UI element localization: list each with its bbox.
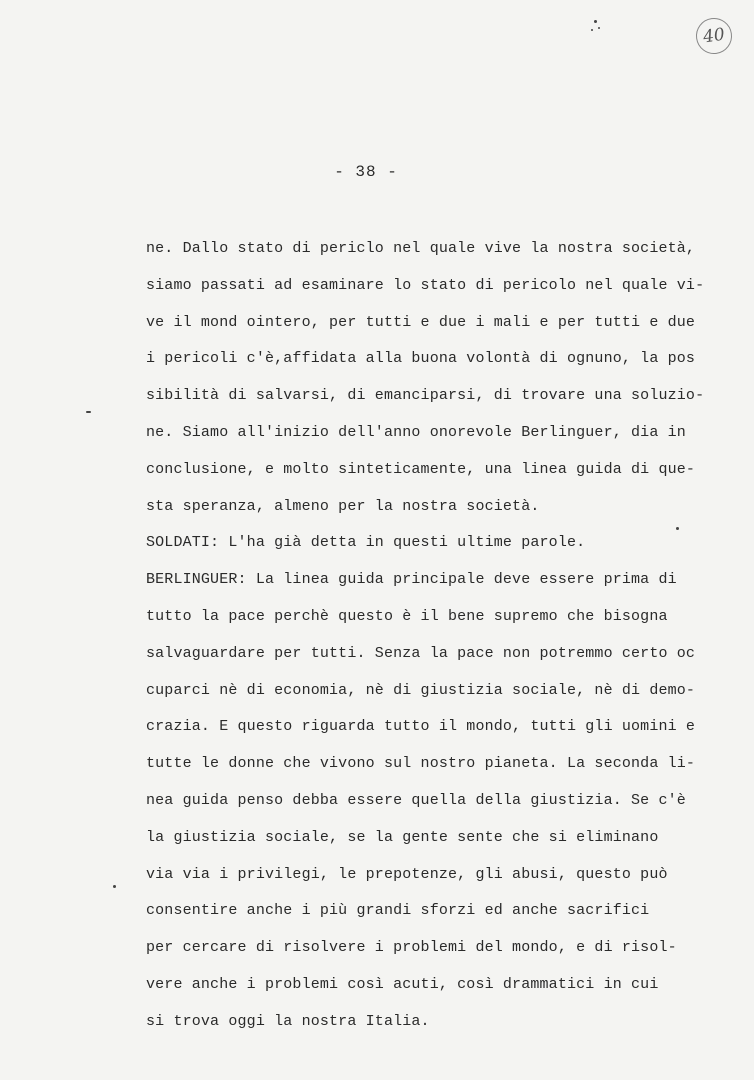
ink-speck	[113, 885, 116, 888]
text-line: ne. Dallo stato di periclo nel quale vive la nostra società,	[146, 240, 696, 257]
text-line: la giustizia sociale, se la gente sente che si eliminano	[146, 828, 659, 846]
text-line: sibilità di salvarsi, di emanciparsi, di trovare una soluzio-	[146, 387, 705, 405]
text-line: via via i privilegi, le prepotenze, gli abusi, questo può	[146, 865, 668, 883]
text-line: siamo passati ad esaminare lo stato di pericolo nel quale vi-	[146, 276, 705, 294]
archive-number-stamp: 40	[694, 16, 735, 57]
ink-speck	[598, 27, 600, 29]
text-line: i pericoli c'è,affidata alla buona volontà di ognuno, la pos	[146, 350, 696, 368]
text-line: SOLDATI: L'ha già detta in questi ultime parole.	[146, 534, 586, 552]
text-line: ve il mond ointero, per tutti e due i mali e per tutti e due	[146, 313, 696, 331]
text-line: crazia. E questo riguarda tutto il mondo, tutti gli uomini e	[146, 718, 696, 736]
ink-speck	[594, 20, 597, 23]
text-line: conclusione, e molto sinteticamente, una linea guida di que-	[146, 460, 696, 478]
ink-speck	[591, 29, 593, 31]
text-line: consentire anche i più grandi sforzi ed anche sacrifici	[146, 902, 650, 920]
text-line: cuparci nè di economia, nè di giustizia sociale, nè di demo-	[146, 681, 696, 699]
text-line: sta speranza, almeno per la nostra società.	[146, 497, 540, 515]
page-number: - 38 -	[334, 163, 398, 181]
text-line: tutte le donne che vivono sul nostro pianeta. La seconda li-	[146, 755, 696, 773]
typed-text-body	[146, 236, 706, 1046]
text-line: tutto la pace perchè questo è il bene supremo che bisogna	[146, 607, 668, 625]
text-line: si trova oggi la nostra Italia.	[146, 1012, 430, 1030]
text-line: per cercare di risolvere i problemi del mondo, e di risol-	[146, 939, 677, 957]
ink-speck	[86, 411, 91, 413]
text-line: vere anche i problemi così acuti, così drammatici in cui	[146, 975, 659, 993]
text-line: nea guida penso debba essere quella della giustizia. Se c'è	[146, 791, 686, 809]
text-line: salvaguardare per tutti. Senza la pace non potremmo certo oc	[146, 644, 696, 662]
text-line: BERLINGUER: La linea guida principale deve essere prima di	[146, 571, 677, 589]
text-line: ne. Siamo all'inizio dell'anno onorevole Berlinguer, dia in	[146, 423, 686, 441]
